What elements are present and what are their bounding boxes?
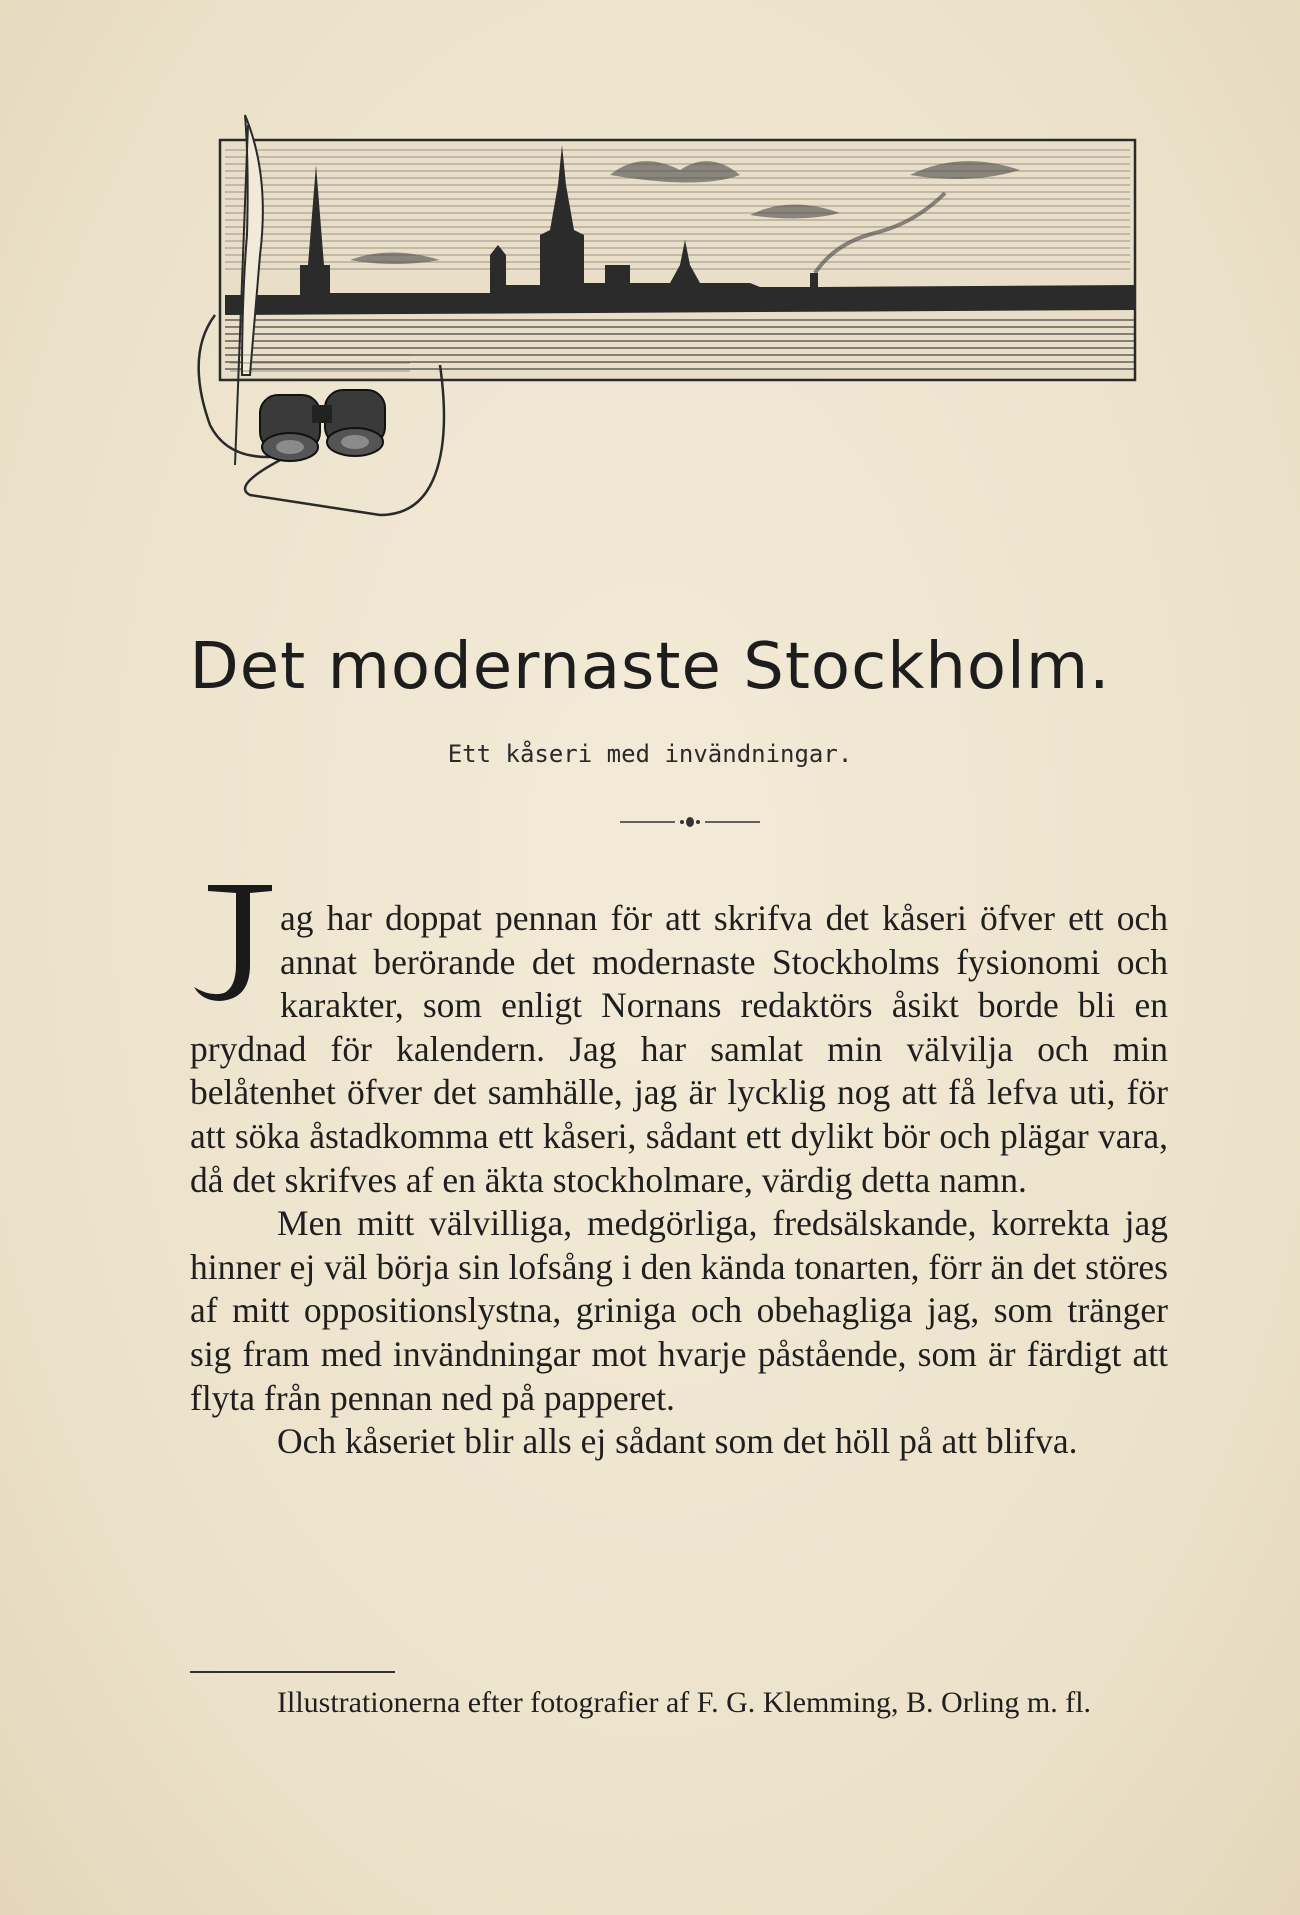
article-body bbox=[190, 897, 1168, 1464]
paragraph-2: Men mitt välvilliga, medgörliga, fredsälskande, korrekta jag hinner ej väl börja sin lofsång i den kända tonarten, förr än det störes af mitt oppositionslystna, griniga och obehagliga jag, som tränger sig fram med invändningar mot hvarje påstående, som är färdigt att flyta från pennan ned på papperet. bbox=[190, 1203, 1168, 1418]
footnote-rule bbox=[190, 1671, 395, 1673]
stockholm-skyline-with-binoculars-icon bbox=[190, 105, 1140, 575]
paragraph-3: Och kåseriet blir alls ej sådant som det höll på att blifva. bbox=[277, 1421, 1078, 1462]
footnote: Illustrationerna efter fotografier af F. G. Klemming, B. Orling m. fl. bbox=[277, 1686, 1092, 1719]
dropcap-letter bbox=[190, 877, 278, 1007]
subtitle: Ett kåseri med invändningar. bbox=[447, 740, 853, 768]
paragraph-1: ag har doppat pennan för att skrifva det kåseri öfver ett och annat berörande det modernaste Stockholms fysionomi och karakter, som enligt Nornans redaktörs åsikt borde bli en prydnad för kalendern. Jag har samlat min välvilja och min belåtenhet öfver det samhälle, jag är lycklig nog att få lefva uti, för att söka åstadkomma ett kåseri, sådant ett dylikt bör och plägar vara, då det skrifves af en äkta stockholmare, värdig detta namn. bbox=[190, 898, 1168, 1200]
page-title: Det modernaste Stockholm. bbox=[189, 630, 1111, 704]
divider-ornament-icon bbox=[620, 812, 760, 832]
